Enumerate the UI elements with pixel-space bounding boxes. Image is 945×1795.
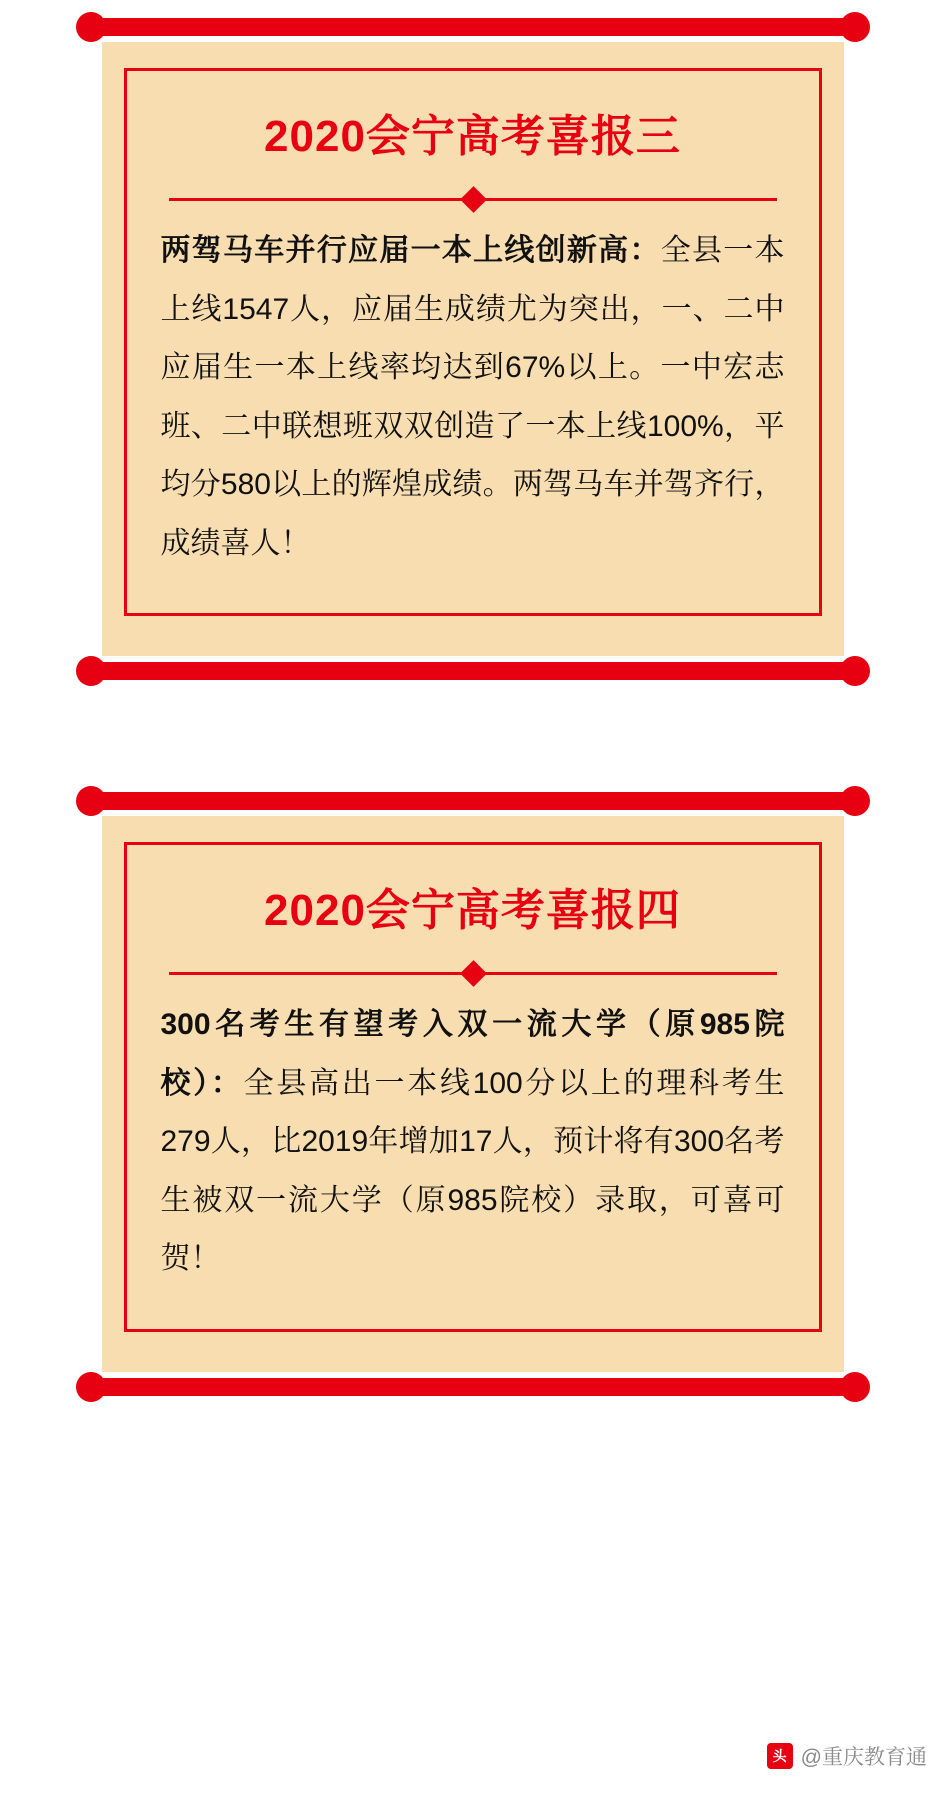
scroll-bar-rod [96, 18, 850, 36]
scroll-knob-left-icon [76, 786, 106, 816]
scroll-knob-right-icon [840, 1372, 870, 1402]
notice-card-1 [58, 0, 888, 686]
notice-lead-1: 两驾马车并行应届一本上线创新高： [160, 234, 661, 267]
title-divider-1 [161, 186, 785, 212]
notice-title-2: 2020会宁高考喜报四 [264, 886, 681, 935]
diamond-icon [460, 186, 487, 213]
scroll-knob-left-icon [76, 12, 106, 42]
watermark-source: @重庆教育通 [800, 1746, 927, 1769]
notice-card-2 [58, 786, 888, 1402]
scroll-knob-right-icon [840, 786, 870, 816]
watermark [767, 1741, 927, 1790]
notice-title-1: 2020会宁高考喜报三 [264, 112, 681, 161]
notice-text-1 [161, 222, 785, 573]
title-divider-2 [161, 960, 785, 986]
notice-body-text-2: 全县高出一本线100分以上的理科考生279人，比2019年增加17人，预计将有300名考生被双一流大学（原985院校）录取，可喜可贺！ [160, 1066, 785, 1275]
notice-body-text-1: 全县一本上线1547人，应届生成绩尤为突出，一、二中应届生一本上线率均达到67%以上。一中宏志班、二中联想班双双创造了一本上线100%，平均分580以上的辉煌成绩。两驾马车并驾齐行，成绩喜人！ [160, 234, 785, 560]
scroll-bar-bottom-2 [58, 1372, 888, 1402]
scroll-knob-right-icon [840, 12, 870, 42]
scroll-bar-top-2 [58, 786, 888, 816]
scroll-knob-right-icon [840, 656, 870, 686]
scroll-bar-rod [96, 662, 850, 680]
scroll-knob-left-icon [76, 656, 106, 686]
notice-inner-frame-2 [124, 842, 822, 1332]
scroll-bar-rod [96, 1378, 850, 1396]
toutiao-logo-icon: 头条 [767, 1743, 793, 1769]
notice-text-2 [161, 996, 785, 1289]
scroll-bar-top-1 [58, 12, 888, 42]
notice-inner-frame-1 [124, 68, 822, 616]
scroll-bar-bottom-1 [58, 656, 888, 686]
notice-body-1 [102, 42, 844, 656]
scroll-bar-rod [96, 792, 850, 810]
notice-lead-2: 300名考生有望考入双一流大学（原985院校）： [160, 1008, 785, 1100]
diamond-icon [460, 960, 487, 987]
scroll-knob-left-icon [76, 1372, 106, 1402]
notice-body-2 [102, 816, 844, 1372]
